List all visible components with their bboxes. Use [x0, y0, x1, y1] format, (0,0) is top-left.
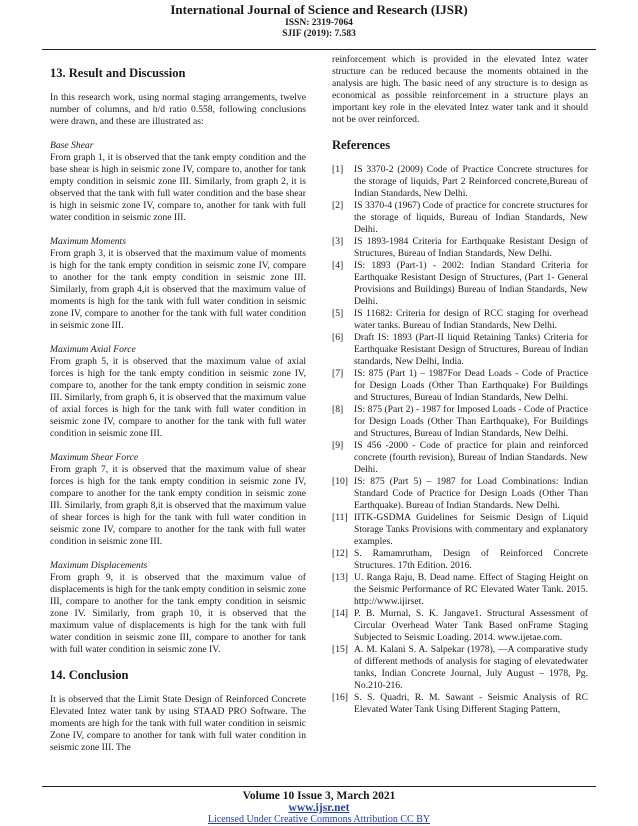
reference-text: IS 3370-4 (1967) Code of practice for concrete structures for the storage of liquids, Bureau of Indian Standards, New Delhi. [354, 200, 588, 235]
subsection-title-max-axial-force: Maximum Axial Force [50, 344, 136, 355]
subsection-text-max-displacements: From graph 9, it is observed that the maximum value of displacements is high for the tank empty condition in seismic zone III, compare to another for the tank empty condition in seismic zone IV. Similarly, from graph 10, it is observed that the maximum value of displacements is high for the tank with full water condition in seismic zone III, compare to another for tank with full water condition in seismic zone IV. [50, 572, 306, 655]
reference-item [332, 572, 588, 608]
reference-item [332, 260, 588, 308]
section-14-heading: 14. Conclusion [50, 668, 129, 682]
reference-item [332, 644, 588, 692]
reference-item [332, 308, 588, 332]
header-rule [42, 49, 596, 50]
subsection-text-base-shear: From graph 1, it is observed that the tank empty condition and the base shear is high in seismic zone IV, compare to, another for tank empty condition in seismic zone III. Similarly, from graph 2, it is observed that the tank with full water condition and the base shear is high in seismic zone IV, compare to, another for tank with full water condition in seismic zone III. [50, 152, 306, 223]
reference-text: IS 11682: Criteria for design of RCC staging for overhead water tanks. Bureau of Indian Standards, New Delhi. [354, 308, 588, 331]
reference-text: A. M. Kalani S. A. Salpekar (1978), ―A comparative study of different methods of analysis for staging of elevatedwater tanks, Indian Concrete Journal, July August – 1978, Pg. No.210-216. [354, 644, 588, 691]
footer-rule [42, 786, 596, 787]
reference-text: S. Ramamrutham, Design of Reinforced Concrete Structures. 17th Edition. 2016. [354, 548, 588, 571]
reference-number: [3] [332, 236, 344, 247]
reference-number: [13] [332, 572, 348, 583]
left-column [50, 54, 306, 754]
volume-issue: Volume 10 Issue 3, March 2021 [242, 790, 396, 802]
subsection-title-max-moments: Maximum Moments [50, 236, 126, 247]
reference-text: P. B. Murnal, S. K. Jangave1. Structural Assessment of Circular Overhead Water Tank Based onFrame Staging Subjected to Seismic Loading. 2014. www.ijetae.com. [354, 608, 588, 643]
reference-number: [6] [332, 332, 344, 343]
reference-item [332, 164, 588, 200]
reference-number: [8] [332, 404, 344, 415]
reference-item [332, 440, 588, 476]
subsection-title-base-shear: Base Shear [50, 140, 94, 151]
reference-text: IS 3370-2 (2009) Code of Practice Concrete structures for the storage of liquids, Part 2 Reinforced concrete,Bureau of Indian Standards, New Delhi. [354, 164, 588, 199]
reference-item [332, 200, 588, 236]
right-column [332, 54, 588, 716]
section-13-intro: In this research work, using normal staging arrangements, twelve number of columns, and h/d ratio 0.558, following conclusions were drawn, and these are illustrated as: [50, 92, 306, 127]
reference-number: [12] [332, 548, 348, 559]
reference-number: [11] [332, 512, 348, 523]
reference-number: [5] [332, 308, 344, 319]
section-13-heading: 13. Result and Discussion [50, 66, 186, 80]
reference-text: U. Ranga Raju, B. Dead name. Effect of Staging Height on the Seismic Performance of RC Elevated Water Tank. 2015. http://www.ijirset. [354, 572, 588, 607]
reference-text: Draft IS: 1893 (Part-II liquid Retaining Tanks) Criteria for Earthquake Resistant Design of Structures, Bureau of Indian standards, New Delhi, India. [354, 332, 588, 367]
reference-number: [1] [332, 164, 344, 175]
reference-item [332, 368, 588, 404]
reference-text: IS: 1893 (Part-1) - 2002: Indian Standard Criteria for Earthquake Resistant Design of Structures, (Part 1- General Provisions and Buildings) Bureau of Indian Standards, New Delhi. [354, 260, 588, 307]
reference-number: [10] [332, 476, 348, 487]
reference-number: [9] [332, 440, 344, 451]
reference-item [332, 692, 588, 716]
journal-title: International Journal of Science and Research (IJSR) [170, 2, 468, 17]
reference-list [332, 164, 588, 716]
reference-item [332, 476, 588, 512]
section-14-text: It is observed that the Limit State Design of Reinforced Concrete Elevated Intez water tank by using STAAD PRO Software. The moments are high for the tank with full water condition in seismic Zone IV, compare to another for tank with full water condition in seismic zone III. The [50, 694, 306, 753]
reference-number: [15] [332, 644, 348, 655]
license-link[interactable]: Licensed Under Creative Commons Attribution CC BY [207, 814, 431, 825]
reference-item [332, 512, 588, 548]
reference-text: IS 456 -2000 - Code of practice for plain and reinforced concrete (fourth revision), Bureau of Indian Standards. New Delhi. [354, 440, 588, 475]
reference-item [332, 236, 588, 260]
reference-item [332, 332, 588, 368]
reference-number: [16] [332, 692, 348, 703]
reference-text: IS 1893-1984 Criteria for Earthquake Resistant Design of Structures, Bureau of Indian Standards, New Delhi. [354, 236, 588, 259]
reference-number: [14] [332, 608, 348, 619]
reference-text: IS: 875 (Part 1) – 1987For Dead Loads - Code of Practice for Design Loads (Other Than Earthquake) For Buildings and Structures, Bureau of Indian Standards, New Delhi. [354, 368, 588, 403]
conclusion-continued: reinforcement which is provided in the elevated Intez water structure can be reduced because the moments obtained in the analysis are high. The basic need of any structure is to design as economical as possible reinforcement in a structure plays an important key role in the elevated Intez water tank and it should not be over reinforced. [332, 54, 588, 125]
reference-number: [2] [332, 200, 344, 211]
reference-text: IITK-GSDMA Guidelines for Seismic Design of Liquid Storage Tanks Provisions with commentary and explanatory examples. [354, 512, 588, 547]
subsection-title-max-displacements: Maximum Displacements [50, 560, 148, 571]
website-link[interactable]: www.ijsr.net [288, 802, 350, 814]
sjif: SJIF (2019): 7.583 [282, 28, 356, 39]
journal-footer [0, 790, 638, 826]
reference-number: [4] [332, 260, 344, 271]
reference-item [332, 548, 588, 572]
subsection-text-max-axial-force: From graph 5, it is observed that the maximum value of axial forces is high for the tank empty condition in seismic zone IV, compare to, another for the tank empty condition in seismic zone III. Similarly, from graph 6, it is observed that the maximum value of axial forces is high for the tank with full water condition in seismic zone IV, compare to another for the tank with full water condition in seismic zone III. [50, 356, 306, 439]
reference-text: IS: 875 (Part 2) - 1987 for Imposed Loads - Code of Practice for Design Loads (Other Than Earthquake), For Buildings and Structures, Bureau of Indian Standards, New Delhi. [354, 404, 588, 439]
references-heading: References [332, 138, 391, 152]
subsection-text-max-shear-force: From graph 7, it is observed that the maximum value of shear forces is high for the tank empty condition in seismic zone IV, compare to another for the tank empty condition in seismic zone III. Similarly, from graph 8,it is observed that the maximum value of shear forces is high for the tank with full water condition in seismic zone IV, compare to another for the tank with full water condition in seismic zone III. [50, 464, 306, 547]
subsection-title-max-shear-force: Maximum Shear Force [50, 452, 139, 463]
reference-text: IS: 875 (Part 5) – 1987 for Load Combinations: Indian Standard Code of Practice for Design Loads (Other Than Earthquake). Bureau of Indian Standards. New Delhi. [354, 476, 588, 511]
issn: ISSN: 2319-7064 [285, 17, 353, 28]
reference-number: [7] [332, 368, 344, 379]
reference-item [332, 608, 588, 644]
journal-header [0, 2, 638, 40]
reference-text: S. S. Quadri, R. M. Sawant - Seismic Analysis of RC Elevated Water Tank Using Different Staging Pattern, [354, 692, 588, 715]
reference-item [332, 404, 588, 440]
subsection-text-max-moments: From graph 3, it is observed that the maximum value of moments is high for the tank empty condition in seismic zone IV, compare to another for the tank empty condition in seismic zone III. Similarly, from graph 4,it is observed that the maximum value of moments is high for the tank with full water condition in seismic zone IV, compare to another for the tank with full water condition in seismic zone III. [50, 248, 306, 331]
